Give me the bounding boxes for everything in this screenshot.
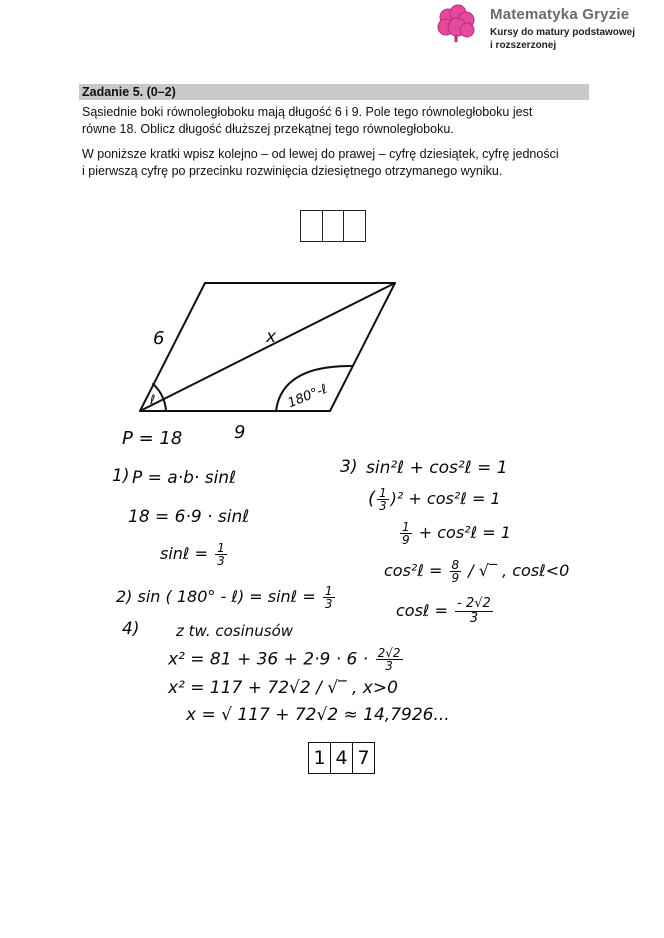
step3-fraction-4-num: - 2√2 <box>457 596 491 611</box>
step4-fraction-den: 3 <box>385 659 393 673</box>
side-label-9: 9 <box>234 422 246 443</box>
step2-fraction <box>323 585 335 610</box>
step3-line-3-text: + cos²ℓ = 1 <box>418 523 511 542</box>
step3-fraction-4 <box>455 597 493 626</box>
step1-fraction-num: 1 <box>217 541 225 555</box>
step1-fraction <box>215 542 227 567</box>
given-area: P = 18 <box>122 428 183 449</box>
brand-name: Matematyka Gryzie <box>490 6 630 23</box>
step2-fraction-num: 1 <box>324 584 333 598</box>
step1-label: 1) <box>112 466 130 486</box>
step3-fraction-3-num: 8 <box>451 558 460 572</box>
step1-line-3 <box>160 542 229 567</box>
step4-line-2 <box>168 647 405 672</box>
step4-fraction <box>376 647 403 672</box>
step3-cos-text: cosℓ = <box>396 601 449 620</box>
final-digit-2: 4 <box>331 743 353 773</box>
step3-line-2: ( $\frac{1}{3}$ )² + cos²ℓ = 1 <box>368 486 501 513</box>
step4-line-1: z tw. cosinusów <box>176 622 294 640</box>
step4-line-2-text: x² = 81 + 36 + 2·9 · 6 · <box>168 649 369 670</box>
task-instruction-line-1: W poniższe kratki wpisz kolejno – od lewej do prawej – cyfrę dziesiątek, cyfrę jedności <box>82 147 559 161</box>
brand-subtitle-line-1: Kursy do matury podstawowej <box>490 27 636 38</box>
step3-label: 3) <box>340 457 358 477</box>
step2-fraction-den: 3 <box>324 597 333 611</box>
step2-line <box>116 585 337 610</box>
step3-line-4 <box>384 559 569 584</box>
task-title: Zadanie 5. (0–2) <box>82 85 176 99</box>
step3-line-2-text: )² + cos²ℓ = 1 <box>390 489 501 508</box>
step1-line-2: 18 = 6·9 · sinℓ <box>128 507 250 527</box>
task-text-line-2: równe 18. Oblicz długość dłuższej przekątnej tego równoległoboku. <box>82 122 454 136</box>
diagonal-line <box>140 283 395 411</box>
step4-line-3: x² = 117 + 72√2 / √‾ , x>0 <box>168 678 398 698</box>
step4-line-4: x = √ 117 + 72√2 ≈ 14,7926... <box>186 705 450 725</box>
brand-subtitle-line-2: i rozszerzonej <box>490 40 557 51</box>
step3-fraction-2-num: 1 <box>402 520 410 534</box>
step4-fraction-num: 2√2 <box>377 646 401 660</box>
step3-fraction-3-den: 9 <box>451 571 460 585</box>
step3-fraction-2-den: 9 <box>402 533 410 547</box>
step4-label: 4) <box>122 619 140 639</box>
step3-fraction-1 <box>377 487 389 512</box>
final-answer-boxes <box>308 742 375 774</box>
step2-text: 2) sin ( 180° - ℓ) = sinℓ = <box>116 587 316 606</box>
step3-cos2-text: cos²ℓ = <box>384 561 443 580</box>
final-digit-3: 7 <box>357 747 370 769</box>
task-text-line-1: Sąsiednie boki równoległoboku mają długość 6 i 9. Pole tego równoległoboku jest <box>82 105 533 119</box>
step1-sin-text: sinℓ = <box>160 544 209 563</box>
step3-line-3 <box>398 521 511 546</box>
step3-fraction-3 <box>450 559 462 584</box>
step1-line-1: P = a·b· sinℓ <box>132 468 237 488</box>
final-digit-1: 1 <box>309 743 331 773</box>
step3-fraction-1-den: 3 <box>379 499 387 513</box>
diagonal-label-x: x <box>266 327 277 347</box>
step3-line-4-tail: / √‾ , cosℓ<0 <box>468 561 570 580</box>
step3-line-5 <box>396 597 495 626</box>
side-label-6: 6 <box>153 328 165 349</box>
angle-label-alpha: ℓ <box>150 393 156 408</box>
step1-fraction-den: 3 <box>217 554 225 568</box>
step3-fraction-2 <box>400 521 412 546</box>
angle-label-180-minus-alpha: 180°-ℓ <box>285 381 330 412</box>
task-instruction-line-2: i pierwszą cyfrę po przecinku rozwinięcia dziesiętnego otrzymanego wyniku. <box>82 164 503 178</box>
step3-fraction-4-den: 3 <box>469 611 479 626</box>
step3-line-1: sin²ℓ + cos²ℓ = 1 <box>366 458 508 478</box>
step3-fraction-1-num: 1 <box>379 486 387 500</box>
